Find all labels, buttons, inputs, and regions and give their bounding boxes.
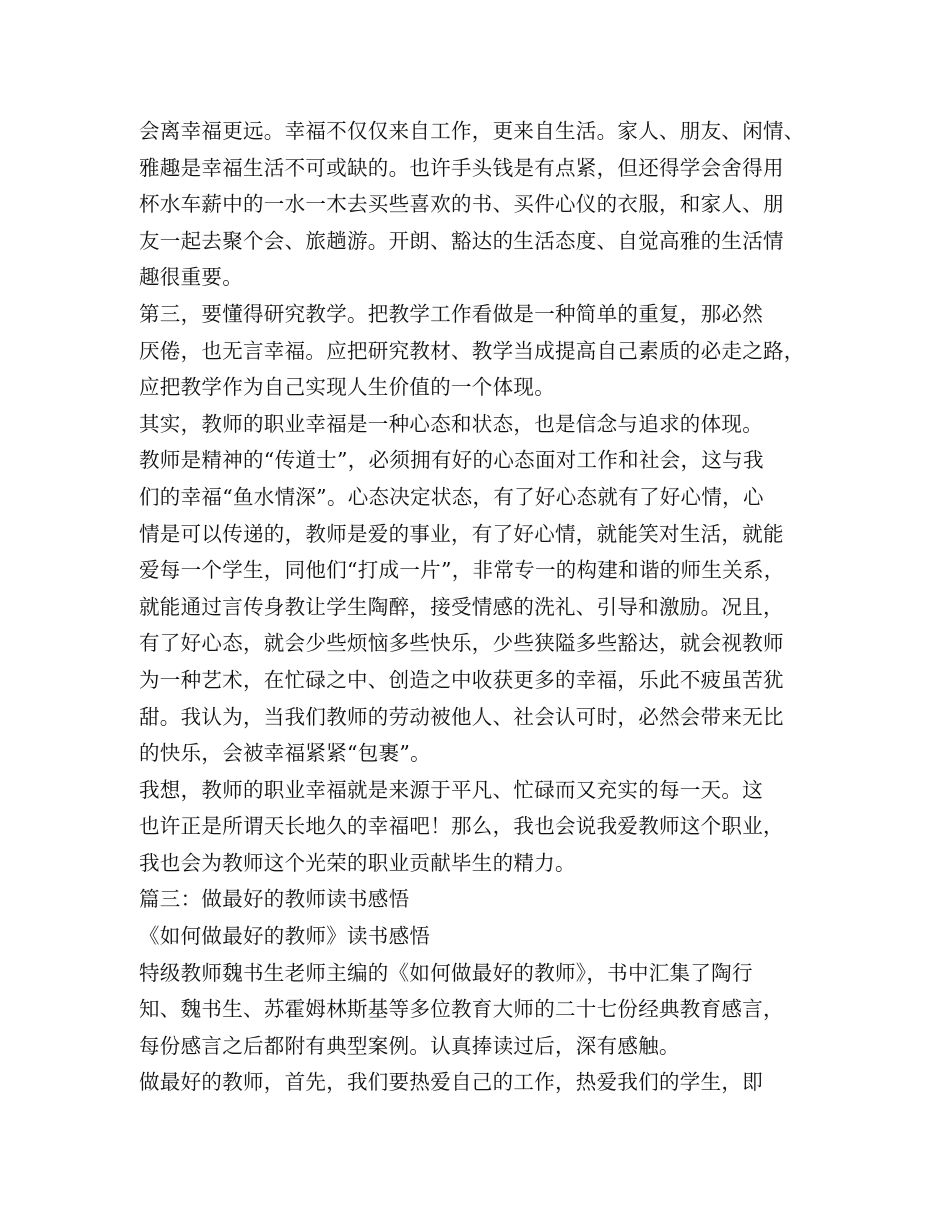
text-line: 我也会为教师这个光荣的职业贡献毕生的精力。 bbox=[139, 850, 576, 875]
text-line: 情是可以传递的，教师是爱的事业，有了好心情，就能笑对生活，就能 bbox=[139, 521, 784, 546]
text-line: 有了好心态，就会少些烦恼多些快乐，少些狭隘多些豁达，就会视教师 bbox=[139, 631, 784, 656]
article-title: 《如何做最好的教师》读书感悟 bbox=[139, 924, 431, 949]
text-line: 也许正是所谓天长地久的幸福吧！那么，我也会说我爱教师这个职业， bbox=[139, 814, 784, 839]
paragraph-first-line: 做最好的教师，首先，我们要热爱自己的工作，热爱我们的学生，即 bbox=[139, 1070, 763, 1095]
text-line: 会离幸福更远。幸福不仅仅来自工作，更来自生活。家人、朋友、闲情、 bbox=[139, 119, 805, 143]
text-line: 每份感言之后都附有典型案例。认真捧读过后，深有感触。 bbox=[139, 1033, 680, 1058]
text-line: 的快乐，会被幸福紧紧“包裹”。 bbox=[139, 741, 431, 766]
section-heading: 篇三：做最好的教师读书感悟 bbox=[139, 887, 410, 912]
text-line: 厌倦，也无言幸福。应把研究教材、教学当成提高自己素质的必走之路， bbox=[139, 338, 805, 363]
text-line: 趣很重要。 bbox=[139, 265, 243, 290]
text-line: 杯水车薪中的一水一木去买些喜欢的书、买件心仪的衣服，和家人、朋 bbox=[139, 192, 784, 217]
text-line: 就能通过言传身教让学生陶醉，接受情感的洗礼、引导和激励。况且， bbox=[139, 594, 784, 619]
body-text bbox=[139, 113, 839, 1101]
text-line: 甜。我认为，当我们教师的劳动被他人、社会认可时，必然会带来无比 bbox=[139, 704, 784, 729]
paragraph-first-line: 我想，教师的职业幸福就是来源于平凡、忙碌而又充实的每一天。这 bbox=[139, 777, 763, 802]
paragraph-first-line: 第三，要懂得研究教学。把教学工作看做是一种简单的重复，那必然 bbox=[139, 301, 763, 326]
text-line: 知、魏书生、苏霍姆林斯基等多位教育大师的二十七份经典教育感言， bbox=[139, 997, 784, 1022]
text-line: 为一种艺术，在忙碌之中、创造之中收获更多的幸福，乐此不疲虽苦犹 bbox=[139, 667, 784, 692]
text-line: 应把教学作为自己实现人生价值的一个体现。 bbox=[139, 375, 555, 400]
paragraph-first-line: 特级教师魏书生老师主编的《如何做最好的教师》，书中汇集了陶行 bbox=[139, 960, 753, 985]
text-line: 教师是精神的“传道士”，必须拥有好的心态面对工作和社会，这与我 bbox=[139, 448, 764, 473]
paragraph-first-line: 其实，教师的职业幸福是一种心态和状态，也是信念与追求的体现。 bbox=[139, 411, 763, 436]
text-line: 友一起去聚个会、旅趟游。开朗、豁达的生活态度、自觉高雅的生活情 bbox=[139, 228, 784, 253]
text-line: 雅趣是幸福生活不可或缺的。也许手头钱是有点紧，但还得学会舍得用 bbox=[139, 155, 784, 180]
text-line: 爱每一个学生，同他们“打成一片”，非常专一的构建和谐的师生关系， bbox=[139, 558, 785, 583]
text-line: 们的幸福“鱼水情深”。心态决定状态，有了好心态就有了好心情，心 bbox=[139, 484, 764, 509]
